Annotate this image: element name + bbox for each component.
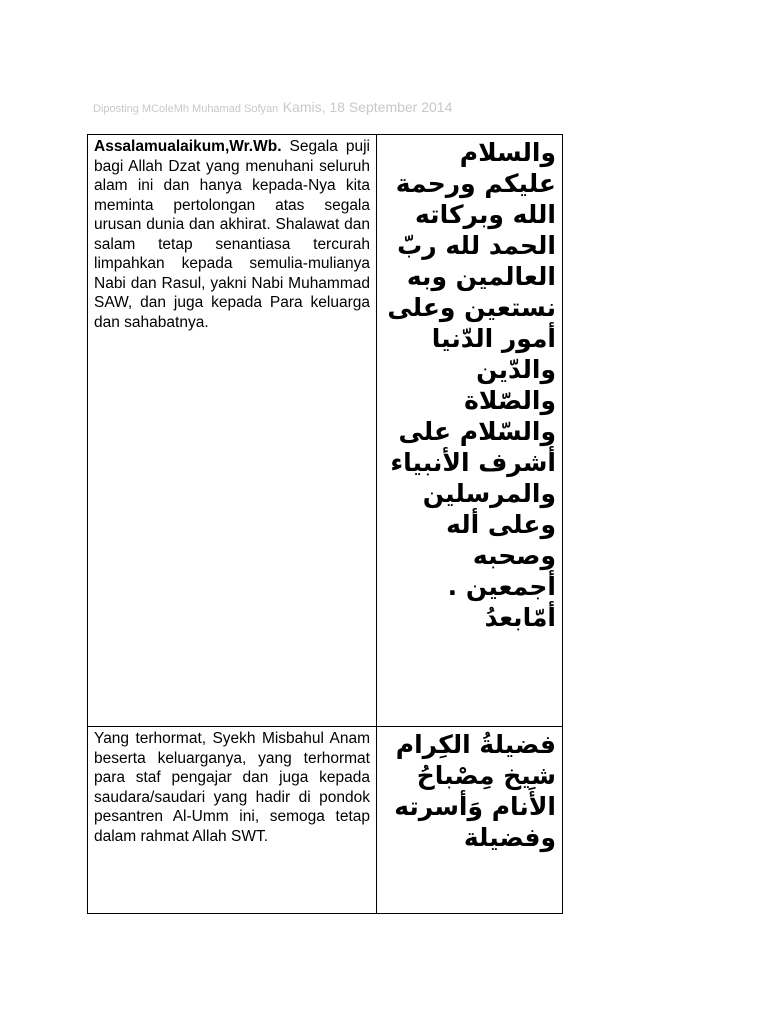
table-row [88,135,563,727]
arabic-text-cell [377,727,563,914]
latin-text-cell [88,135,377,727]
speech-table [87,134,563,914]
latin-text-cell [88,727,377,914]
table-row [88,727,563,914]
arabic-text-cell [377,135,563,727]
post-byline [93,99,452,117]
latin-paragraph: Segala puji bagi Allah Dzat yang menuhani seluruh alam ini dan hanya kepada-Nya kita meminta pertolongan atas segala urusan dunia dan akhirat. Shalawat dan salam tetap senantiasa tercurah limpahkan kepada semulia-mulianya Nabi dan Rasul, yakni Nabi Muhammad SAW, dan juga kepada Para keluarga dan sahabatnya. [94,138,370,331]
arabic-paragraph: فضيلةُ الكِرام شيخ مِصْباحُ الأَنام وَأسرته وفضيلة [394,730,556,852]
latin-paragraph: Yang terhormat, Syekh Misbahul Anam beserta keluarganya, yang terhormat para staf pengajar dan juga kepada saudara/saudari yang hadir di pondok pesantren Al-Umm ini, semoga tetap dalam rahmat Allah SWT. [94,730,370,845]
byline-author: Diposting MColeMh Muhamad Sofyan [93,103,279,115]
greeting-lead: Assalamualaikum,Wr.Wb. [94,138,282,155]
byline-date: Kamis, 18 September 2014 [282,99,453,115]
arabic-paragraph: والسلام عليكم ورحمة الله وبركاته الحمد لله ربّ العالمين وبه نستعين وعلى أمور الدّنيا والدّين والصّلاة والسّلام على أشرف الأنبياء والمرسلين وعلى أله وصحبه أجمعين . أمّابعدُ [387,138,556,632]
